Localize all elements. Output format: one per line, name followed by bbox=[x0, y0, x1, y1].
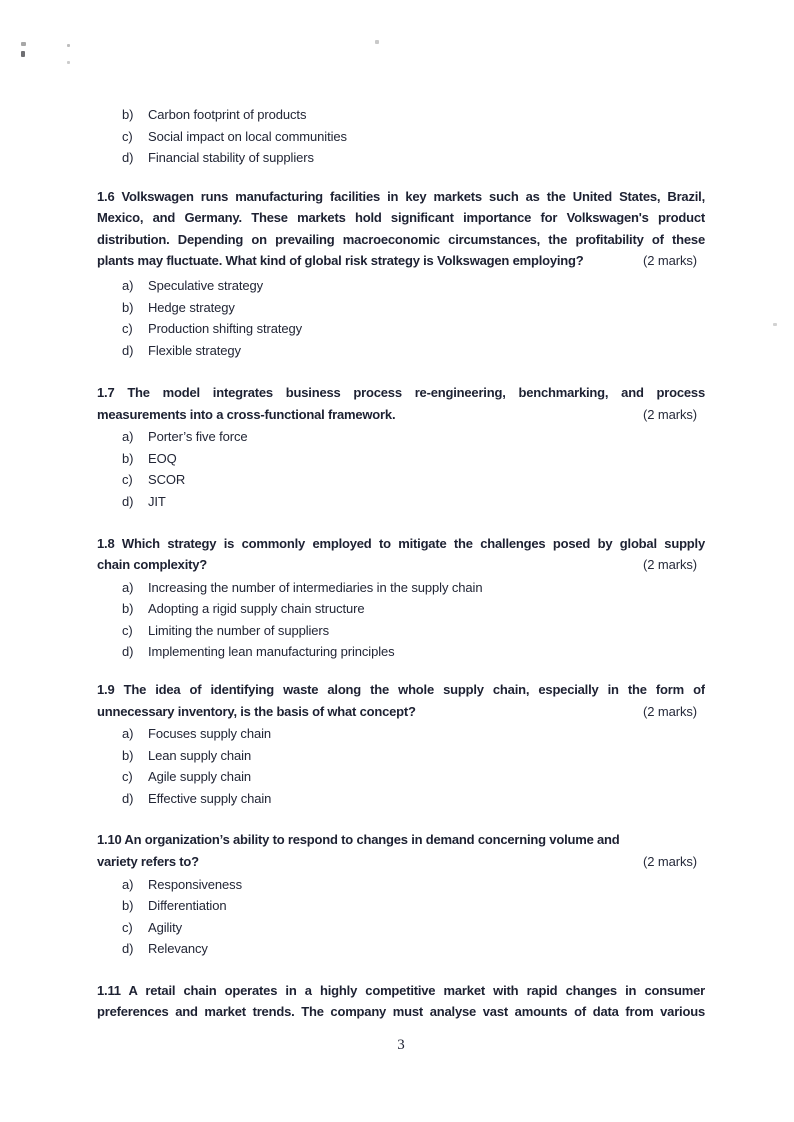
option-text: JIT bbox=[148, 494, 166, 510]
option-row bbox=[97, 788, 705, 810]
option-text: Hedge strategy bbox=[148, 299, 235, 315]
marks-label: (2 marks) bbox=[643, 253, 697, 269]
option-letter: b) bbox=[122, 450, 134, 466]
option-letter: a) bbox=[122, 579, 134, 595]
option-row bbox=[97, 126, 705, 148]
question-line: preferences and market trends. The company must analyse vast amounts of data from various bbox=[97, 1004, 705, 1020]
option-text: Responsiveness bbox=[148, 876, 242, 892]
question-line: distribution. Depending on prevailing macroeconomic circumstances, the profitability of these bbox=[97, 231, 705, 247]
option-row bbox=[97, 104, 705, 126]
question-last-line bbox=[97, 701, 705, 723]
options-1-7 bbox=[97, 426, 705, 512]
option-letter: c) bbox=[122, 321, 133, 337]
option-letter: b) bbox=[122, 107, 134, 122]
option-row bbox=[97, 318, 705, 340]
options-1-9 bbox=[97, 723, 705, 809]
option-text: Increasing the number of intermediaries in the supply chain bbox=[148, 579, 483, 595]
question-text: plants may fluctuate. What kind of global risk strategy is Volkswagen employing? bbox=[97, 253, 584, 269]
option-text: Effective supply chain bbox=[148, 790, 272, 806]
option-row bbox=[97, 275, 705, 297]
question-1-8 bbox=[97, 533, 705, 663]
option-text: Production shifting strategy bbox=[148, 321, 303, 337]
option-letter: c) bbox=[122, 622, 133, 638]
question-1-7 bbox=[97, 382, 705, 512]
scan-speck bbox=[773, 323, 777, 326]
question-line: 1.6 Volkswagen runs manufacturing facilities in key markets such as the United States, Brazil, bbox=[97, 188, 705, 204]
option-text: Porter’s five force bbox=[148, 429, 248, 445]
option-text: Focuses supply chain bbox=[148, 726, 272, 742]
options-1-10 bbox=[97, 874, 705, 960]
question-line: 1.10 An organization’s ability to respond to changes in demand concerning volume and bbox=[97, 832, 620, 848]
question-last-line bbox=[97, 250, 705, 272]
option-text: Agile supply chain bbox=[148, 769, 251, 785]
leading-options bbox=[97, 104, 705, 169]
option-text: Differentiation bbox=[148, 898, 227, 914]
option-letter: c) bbox=[122, 919, 133, 935]
scan-speck bbox=[67, 44, 70, 47]
option-letter: c) bbox=[122, 128, 133, 144]
option-row bbox=[97, 577, 705, 599]
option-row bbox=[97, 938, 705, 960]
option-letter: a) bbox=[122, 876, 134, 892]
option-letter: a) bbox=[122, 278, 134, 294]
option-row bbox=[97, 641, 705, 663]
question-text: variety refers to? bbox=[97, 853, 199, 869]
options-1-6 bbox=[97, 275, 705, 361]
option-row bbox=[97, 297, 705, 319]
option-row bbox=[97, 598, 705, 620]
option-text: SCOR bbox=[148, 472, 186, 488]
option-letter: d) bbox=[122, 494, 134, 510]
option-text: EOQ bbox=[148, 450, 177, 466]
question-line: 1.7 The model integrates business process re-engineering, benchmarking, and process bbox=[97, 385, 705, 401]
option-text: Speculative strategy bbox=[148, 278, 264, 294]
option-letter: d) bbox=[122, 644, 134, 660]
option-text: Adopting a rigid supply chain structure bbox=[148, 601, 365, 617]
question-line: 1.8 Which strategy is commonly employed to mitigate the challenges posed by global supply bbox=[97, 535, 705, 551]
option-text: Financial stability of suppliers bbox=[148, 150, 314, 166]
option-letter: b) bbox=[122, 747, 134, 763]
option-row bbox=[97, 448, 705, 470]
option-letter: b) bbox=[122, 898, 134, 914]
scan-speck bbox=[67, 61, 70, 64]
question-1-10 bbox=[97, 829, 705, 959]
question-last-line bbox=[97, 404, 705, 426]
page-content bbox=[97, 104, 705, 1054]
option-row bbox=[97, 426, 705, 448]
marks-label: (2 marks) bbox=[643, 557, 697, 573]
option-row bbox=[97, 874, 705, 896]
option-letter: d) bbox=[122, 150, 134, 166]
option-letter: c) bbox=[122, 769, 133, 785]
question-1-6 bbox=[97, 186, 705, 362]
option-text: Limiting the number of suppliers bbox=[148, 622, 330, 638]
option-text: Relevancy bbox=[148, 941, 208, 957]
option-row bbox=[97, 469, 705, 491]
question-1-9 bbox=[97, 679, 705, 809]
option-letter: d) bbox=[122, 941, 134, 957]
options-1-8 bbox=[97, 577, 705, 663]
option-row bbox=[97, 766, 705, 788]
option-letter: b) bbox=[122, 299, 134, 315]
option-text: Agility bbox=[148, 919, 182, 935]
option-letter: c) bbox=[122, 472, 133, 488]
option-letter: a) bbox=[122, 429, 134, 445]
option-text: Flexible strategy bbox=[148, 342, 241, 358]
option-letter: b) bbox=[122, 601, 134, 617]
scan-speck bbox=[21, 51, 25, 57]
option-text: Lean supply chain bbox=[148, 747, 252, 763]
question-text: measurements into a cross-functional framework. bbox=[97, 406, 396, 422]
scan-speck bbox=[21, 42, 26, 46]
option-row bbox=[97, 491, 705, 513]
page-number: 3 bbox=[397, 1036, 405, 1053]
option-row bbox=[97, 620, 705, 642]
marks-label: (2 marks) bbox=[643, 853, 697, 869]
option-row bbox=[97, 340, 705, 362]
option-text: Carbon footprint of products bbox=[148, 107, 307, 122]
question-line: 1.11 A retail chain operates in a highly competitive market with rapid changes in consumer bbox=[97, 982, 705, 998]
question-last-line bbox=[97, 851, 705, 873]
scan-speck bbox=[375, 40, 379, 44]
option-row bbox=[97, 745, 705, 767]
option-text: Implementing lean manufacturing principles bbox=[148, 644, 395, 660]
option-row bbox=[97, 147, 705, 169]
question-text: chain complexity? bbox=[97, 557, 208, 573]
question-last-line bbox=[97, 554, 705, 576]
option-letter: d) bbox=[122, 342, 134, 358]
option-row bbox=[97, 895, 705, 917]
option-letter: a) bbox=[122, 726, 134, 742]
option-letter: d) bbox=[122, 790, 134, 806]
option-row bbox=[97, 723, 705, 745]
question-1-11 bbox=[97, 980, 705, 1023]
marks-label: (2 marks) bbox=[643, 406, 697, 422]
marks-label: (2 marks) bbox=[643, 703, 697, 719]
option-text: Social impact on local communities bbox=[148, 128, 347, 144]
question-line: Mexico, and Germany. These markets hold significant importance for Volkswagen's product bbox=[97, 210, 705, 226]
question-text: unnecessary inventory, is the basis of what concept? bbox=[97, 703, 416, 719]
option-row bbox=[97, 917, 705, 939]
question-line: 1.9 The idea of identifying waste along the whole supply chain, especially in the form of bbox=[97, 681, 705, 697]
